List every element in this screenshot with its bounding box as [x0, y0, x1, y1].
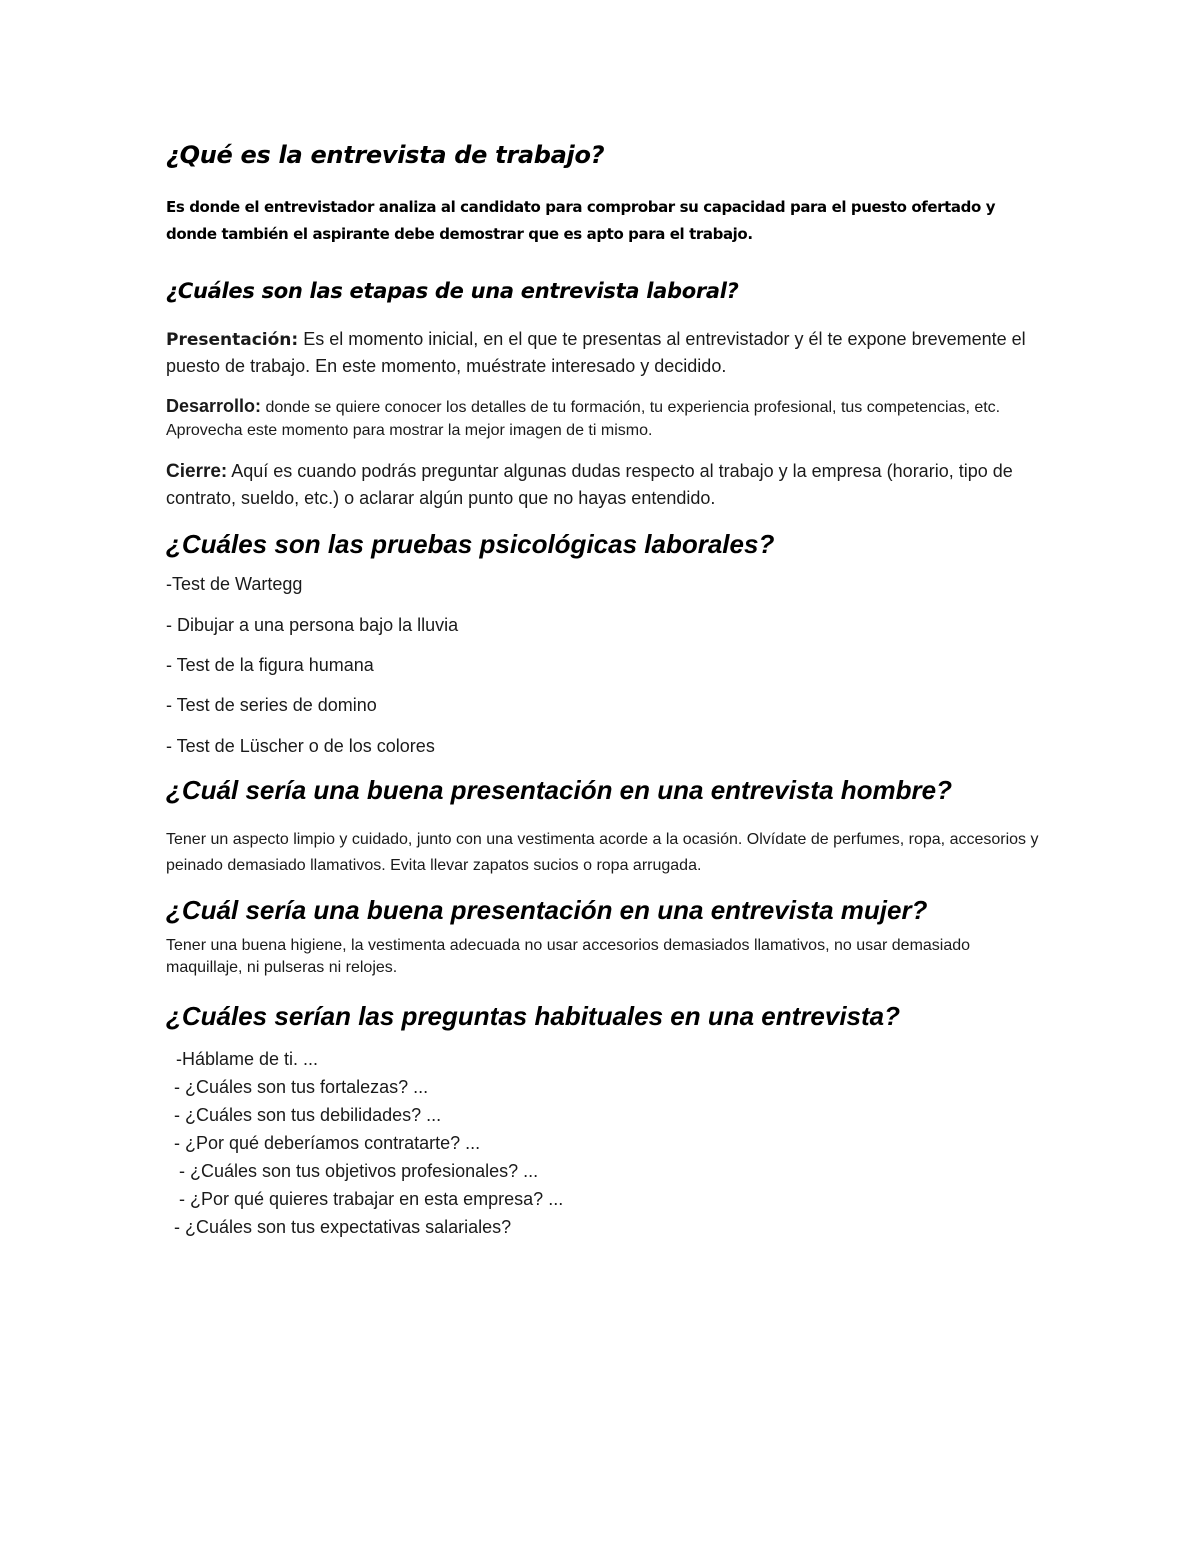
stage-desarrollo	[166, 395, 1046, 442]
heading-que-es-entrevista: ¿Qué es la entrevista de trabajo?	[166, 141, 605, 169]
list-item: - ¿Cuáles son tus expectativas salariales?	[174, 1217, 512, 1237]
list-item: - Test de series de domino	[166, 695, 377, 715]
list-item: - ¿Cuáles son tus fortalezas? ...	[174, 1077, 429, 1097]
paragraph-definicion: Es donde el entrevistador analiza al candidato para comprobar su capacidad para el puesto ofertado y donde también el aspirante debe demostrar que es apto para el trabajo.	[166, 198, 996, 243]
list-item: - ¿Por qué deberíamos contratarte? ...	[174, 1133, 481, 1153]
stage-label: Presentación:	[166, 330, 299, 350]
stage-text: donde se quiere conocer los detalles de tu formación, tu experiencia profesional, tus competencias, etc. Aprovecha este momento para mostrar la mejor imagen de ti mismo.	[166, 399, 1001, 439]
heading-preguntas-habituales: ¿Cuáles serían las preguntas habituales en una entrevista?	[166, 1001, 901, 1031]
preguntas-list	[166, 1045, 1046, 1241]
heading-presentacion-hombre: ¿Cuál sería una buena presentación en una entrevista hombre?	[166, 775, 952, 805]
heading-pruebas-psicologicas: ¿Cuáles son las pruebas psicológicas laborales?	[166, 529, 775, 559]
stage-presentacion	[166, 326, 1046, 379]
list-item: -Test de Wartegg	[166, 574, 303, 594]
list-item: - Test de la figura humana	[166, 655, 374, 675]
heading-etapas: ¿Cuáles son las etapas de una entrevista laboral?	[166, 279, 739, 303]
list-item: - ¿Cuáles son tus debilidades? ...	[174, 1105, 442, 1125]
heading-presentacion-mujer: ¿Cuál sería una buena presentación en una entrevista mujer?	[166, 895, 928, 925]
stage-label: Cierre:	[166, 461, 228, 482]
paragraph-presentacion-hombre: Tener un aspecto limpio y cuidado, junto con una vestimenta acorde a la ocasión. Olvídate de perfumes, ropa, accesorios y peinado demasiado llamativos. Evita llevar zapatos sucios o ropa arrugada.	[166, 831, 1039, 874]
stage-text: Aquí es cuando podrás preguntar algunas dudas respecto al trabajo y la empresa (horario, tipo de contrato, sueldo, etc.) o aclarar algún punto que no hayas entendido.	[166, 461, 1013, 508]
stage-text: Es el momento inicial, en el que te presentas al entrevistador y él te expone brevemente el puesto de trabajo. En este momento, muéstrate interesado y decidido.	[166, 329, 1026, 376]
pruebas-list	[166, 571, 1046, 759]
list-item: - ¿Por qué quieres trabajar en esta empresa? ...	[174, 1189, 564, 1209]
paragraph-presentacion-mujer: Tener una buena higiene, la vestimenta adecuada no usar accesorios demasiados llamativos, no usar demasiado maquillaje, ni pulseras ni relojes.	[166, 937, 971, 976]
list-item: - Dibujar a una persona bajo la lluvia	[166, 615, 459, 635]
list-item: - Test de Lüscher o de los colores	[166, 736, 435, 756]
stage-label: Desarrollo:	[166, 396, 262, 416]
list-item: -Háblame de ti. ...	[176, 1049, 319, 1069]
list-item: - ¿Cuáles son tus objetivos profesionales? ...	[174, 1161, 539, 1181]
document-content	[166, 138, 1046, 1241]
stage-cierre	[166, 458, 1046, 511]
